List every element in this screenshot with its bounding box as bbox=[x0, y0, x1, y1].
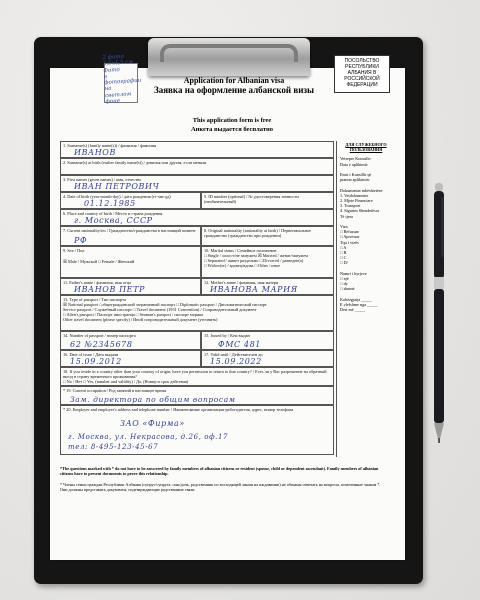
field-issued-by[interactable]: 15. Issued by / Кем выдан bbox=[201, 331, 334, 350]
sidebar-item: □ një bbox=[340, 276, 349, 282]
issued-by-value: ФМС 481 bbox=[218, 340, 261, 349]
surname-value: ИВАНОВ bbox=[74, 148, 116, 157]
sidebar-item: 4. Sigurim Shendetësor bbox=[340, 208, 380, 214]
field-sex: 9. Sex / Пол ☒ Male / Мужской □ Female / Женский bbox=[60, 246, 201, 278]
clip-ring bbox=[160, 44, 298, 62]
free-notice-en: This application form is free bbox=[192, 117, 272, 124]
valid-until-value: 15.09.2022 bbox=[210, 357, 262, 366]
field-surname[interactable]: 1. Surname(s) (family name(s)) / фамилия / фамилия bbox=[60, 141, 334, 158]
field-date-of-birth[interactable]: 4. Date of birth (year-month-day) / дата рождения (гг-мм-дд) bbox=[60, 192, 201, 209]
sex-male-checkbox[interactable]: ☒ bbox=[63, 259, 68, 264]
field-passport-type: 13. Type of passport / Тип паспорта ☒ National passport / общегражданский заграничный паспорт □ Diplomatic passport / Дипломатический паспорт Service passport / Служебный паспорт □ Travel document (1951 Convention) / Сопроводительный документ □ Alien's passport / Паспорт иностранца □ Seaman's passport / паспорт моряка Other travel document (please specify) / Иной сопроводительный документ (уточнить) bbox=[60, 295, 334, 331]
field-current-nationality[interactable]: 7. Current nationality/ies / Гражданство/гражданства в настоящий момент bbox=[60, 226, 201, 246]
marital-single-checkbox[interactable]: □ bbox=[204, 253, 208, 258]
photo-note: 2 фото 3,5x4,5 см Фото в фотографии на светлом фоне bbox=[102, 53, 142, 106]
date-of-issue-value: 15.09.2012 bbox=[70, 357, 122, 366]
sidebar-item: □ D/ bbox=[340, 260, 348, 266]
sidebar-item: 1. Vetdokumente bbox=[340, 192, 369, 198]
sidebar-item: Vetrepre Konsulle: bbox=[340, 156, 372, 162]
sidebar-item: □ dy bbox=[340, 281, 348, 287]
field-marital-status: 10. Marital status / Семейное положение □ Single / холост/не замужем ☒ Married / женат/замужем □ Separated / живет раздельно □ Divorced / разведен(а) □ Widow(er) / вдовец/вдова □ Other / иное bbox=[201, 246, 334, 278]
sidebar-item: □ B bbox=[340, 250, 347, 256]
field-passport-number[interactable]: 14. Number of passport / номер паспорта bbox=[60, 331, 201, 350]
sidebar-item: 3. Transport bbox=[340, 203, 361, 209]
field-date-of-issue[interactable]: 16. Date of issue / Дата выдачи bbox=[60, 350, 201, 367]
sidebar-item: Numri i hyrjeve bbox=[340, 270, 367, 276]
marital-widow-checkbox[interactable]: □ bbox=[204, 263, 208, 268]
sidebar-item: □ Refuzuar bbox=[340, 229, 359, 235]
field-residence-permit: 18. If you reside in a country other than your country of origin, have you permission to return to that country? / Есть ли у Вас разрешение на обратный въезд в страну временного проживания? □ No / Нет □ Yes, (number and validity) / Да, (Номер и срок действия) bbox=[60, 367, 334, 386]
place-of-birth-value: г. Москва, СССР bbox=[74, 216, 153, 225]
sidebar-item: Të tjera bbox=[340, 213, 353, 219]
free-notice-ru: Анкета выдается бесплатно bbox=[190, 126, 274, 133]
sidebar-item: □ shumë bbox=[340, 286, 355, 292]
employer-phone-value: тел: 8-495-123-45-67 bbox=[68, 443, 159, 451]
application-form-grid bbox=[60, 141, 334, 457]
sidebar-item: Tipi i vizës bbox=[340, 239, 359, 245]
marital-other-checkbox[interactable]: □ bbox=[254, 263, 259, 268]
form-title-ru: Заявка на оформление албанской визы bbox=[153, 85, 315, 95]
footnote-text: *The questions marked with * do not have to be answered by family members of albanian citizens or resident (spouse, child or dependent ascendant). Family members of albanian citizens have to present documents to prove this relationship. * Члены семьи граждан Республики Албания (супруг/супруга, сын/дочь, родственник по восходящей линии на иждивении) не обязаны отвечать на вопросы, помеченные знаком *. Они должны представить документы, подтверждающие родственные связи. bbox=[60, 466, 381, 492]
passport-alien-checkbox[interactable]: □ bbox=[63, 312, 67, 317]
field-surname-at-birth[interactable]: 2. Surname(s) at birth (earlier family name(s)) / девичья или другая, если меняли bbox=[60, 158, 334, 175]
current-nationality-value: РФ bbox=[74, 236, 88, 245]
occupation-value: Зам. директора по общим вопросам bbox=[70, 395, 236, 404]
field-original-nationality[interactable]: 8. Original nationality (nationality at birth) / Первоначальное гражданство (гражданство при рождении) bbox=[201, 226, 334, 246]
sidebar-item: E vlefshme nga _____ bbox=[340, 302, 378, 308]
field-employer[interactable]: * 20. Employer and employer's address and telephone number / Наименование организации-работодателя, адрес, номер телефона bbox=[60, 405, 334, 455]
form-title-en: Application for Albanian visa bbox=[183, 76, 285, 85]
sidebar-item: Data e aplikimit: bbox=[340, 161, 369, 167]
mother-name-value: ИВАНОВА МАРИЯ bbox=[210, 285, 298, 294]
employer-address-value: г. Москва, ул. Некрасова, д.26, оф.17 bbox=[68, 433, 229, 441]
field-mother-name[interactable]: 12. Mother's name / фамилия, имя матери bbox=[201, 278, 334, 295]
sidebar-item: □ C bbox=[340, 255, 347, 261]
field-valid-until[interactable]: 17. Valid until / Действителен до bbox=[201, 350, 334, 367]
field-first-names[interactable]: 3. First names (given names) / имя, отчество bbox=[60, 175, 334, 192]
field-father-name[interactable]: 11. Father's name / фамилия, имя отца bbox=[60, 278, 201, 295]
marital-separated-checkbox[interactable]: □ bbox=[204, 258, 208, 263]
sidebar-item: Viza bbox=[340, 224, 348, 229]
date-of-birth-value: 01.12.1985 bbox=[84, 199, 136, 208]
sidebar-item: □ A bbox=[340, 244, 347, 250]
employer-value: ЗАО «Фирма» bbox=[120, 419, 185, 428]
passport-diplomatic-checkbox[interactable]: □ bbox=[176, 302, 180, 307]
passport-travel-doc-checkbox[interactable]: □ bbox=[132, 307, 137, 312]
marital-divorced-checkbox[interactable]: □ bbox=[259, 258, 264, 263]
sidebar-item: Emri i Kunsillit që bbox=[340, 172, 372, 177]
sidebar-item: Kohëzgjatja _____ bbox=[340, 296, 372, 302]
embassy-stamp-box: ПОСОЛЬСТВО РЕСПУБЛИКИ АЛБАНИЯ В РОССИЙСКОЙ ФЕДЕРАЦИИ bbox=[334, 55, 390, 93]
sidebar-item: pranon aplikimin: bbox=[340, 177, 370, 183]
field-occupation[interactable]: * 19. Current occupation / Род занятий в настоящее время bbox=[60, 386, 334, 405]
sex-female-checkbox[interactable]: □ bbox=[98, 259, 102, 264]
residence-no-checkbox[interactable]: □ bbox=[63, 379, 67, 384]
residence-yes-checkbox[interactable]: □ bbox=[83, 379, 87, 384]
ballpoint-pen-icon bbox=[432, 183, 446, 443]
first-names-value: ИВАН ПЕТРОВИЧ bbox=[74, 182, 160, 191]
official-use-sidebar bbox=[336, 141, 392, 457]
sidebar-item: 2. Mjete Financiare bbox=[340, 198, 373, 203]
field-place-of-birth[interactable]: 6. Place and country of birth / Место и страна рождения bbox=[60, 209, 334, 226]
passport-national-checkbox[interactable]: ☒ bbox=[63, 302, 68, 307]
official-use-header: ДЛЯ СЛУЖЕБНОГО ПОЛЬЗОВАНИЯ bbox=[345, 142, 387, 153]
passport-seaman-checkbox[interactable]: □ bbox=[135, 312, 140, 317]
field-id-number[interactable]: 5. ID number (optional) / № удостоверения личности (необязательный) bbox=[201, 192, 334, 209]
marital-married-checkbox[interactable]: ☒ bbox=[257, 253, 263, 258]
passport-number-value: 62 №2345678 bbox=[70, 340, 133, 349]
sidebar-item: Dokumentat mbështetëse: bbox=[340, 187, 384, 193]
father-name-value: ИВАНОВ ПЕТР bbox=[74, 285, 146, 294]
sidebar-item: □ Aprovuar bbox=[340, 234, 360, 240]
sidebar-item: Deri më _____ bbox=[340, 307, 366, 313]
